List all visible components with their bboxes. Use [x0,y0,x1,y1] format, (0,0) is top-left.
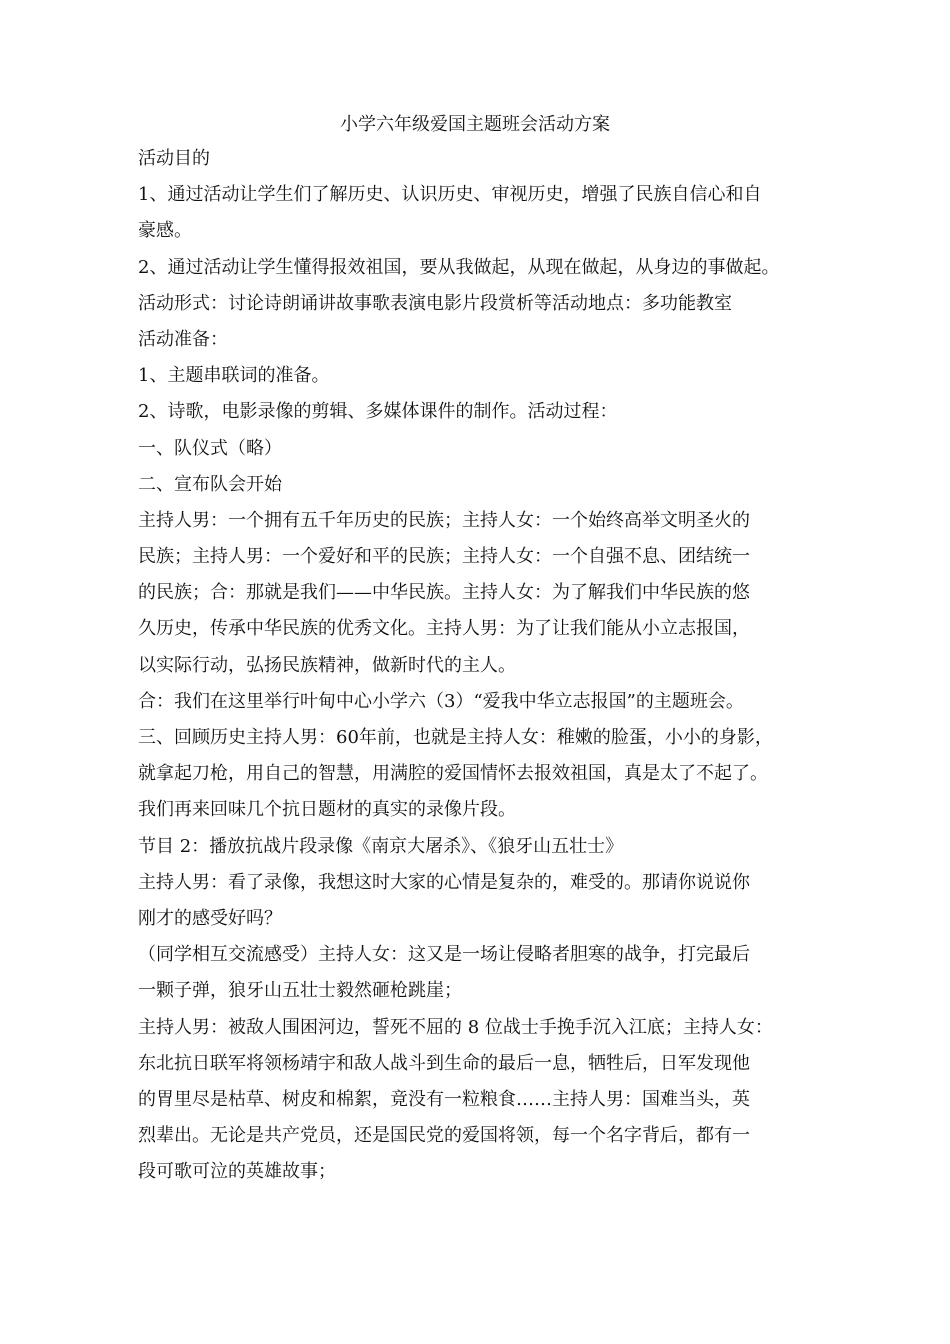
paragraph-line: 活动准备： [138,328,228,350]
document-title: 小学六年级爱国主题班会活动方案 [340,114,610,135]
paragraph-line: 1、通过活动让学生们了解历史、认识历史、审视历史，增强了民族自信心和自 [138,184,762,206]
document-body [138,146,818,1195]
paragraph-line: 以实际行动，弘扬民族精神，做新时代的主人。 [138,654,516,676]
paragraph-line: 豪感。 [138,220,192,242]
paragraph-line: 一、队仪式（略） [138,437,282,459]
paragraph-line: 1、主题串联词的准备。 [138,365,330,387]
paragraph-line: 刚才的感受好吗？ [138,907,282,929]
paragraph-line: 就拿起刀枪，用自己的智慧，用满腔的爱国情怀去报效祖国，真是太了不起了。 [138,763,768,785]
paragraph-line: 主持人男：一个拥有五千年历史的民族；主持人女：一个始终高举文明圣火的 [138,509,750,531]
paragraph-line: 民族；主持人男：一个爱好和平的民族；主持人女：一个自强不息、团结统一 [138,546,750,568]
paragraph-line: 主持人男：看了录像，我想这时大家的心情是复杂的，难受的。那请你说说你 [138,871,750,893]
paragraph-line: 烈辈出。无论是共产党员，还是国民党的爱国将领，每一个名字背后，都有一 [138,1125,750,1147]
paragraph-line: 的胃里尽是枯草、树皮和棉絮，竟没有一粒粮食……主持人男：国难当头，英 [138,1088,750,1110]
paragraph-line: 我们再来回味几个抗日题材的真实的录像片段。 [138,799,516,821]
paragraph-line: 久历史，传承中华民族的优秀文化。主持人男：为了让我们能从小立志报国， [138,618,750,640]
paragraph-line: 主持人男：被敌人围困河边，誓死不屈的 8 位战士手挽手沉入江底；主持人女： [138,1016,773,1038]
paragraph-line: 的民族；合：那就是我们——中华民族。主持人女：为了解我们中华民族的悠 [138,582,750,604]
paragraph-line: 活动形式：讨论诗朗诵讲故事歌表演电影片段赏析等活动地点：多功能教室 [138,292,732,314]
paragraph-line: 三、回顾历史主持人男：60年前，也就是主持人女：稚嫩的脸蛋，小小的身影， [138,727,773,748]
paragraph-line: 合：我们在这里举行叶甸中心小学六（3）“爱我中华立志报国”的主题班会。 [138,690,744,712]
paragraph-line: （同学相互交流感受）主持人女：这又是一场让侵略者胆寒的战争，打完最后 [138,944,750,966]
paragraph-line: 东北抗日联军将领杨靖宇和敌人战斗到生命的最后一息，牺牲后，日军发现他 [138,1052,750,1074]
paragraph-line: 2、诗歌，电影录像的剪辑、多媒体课件的制作。活动过程： [138,401,618,423]
paragraph-line: 节目 2：播放抗战片段录像《南京大屠杀》、《狼牙山五壮士》 [138,835,624,857]
paragraph-line: 活动目的 [138,148,210,169]
paragraph-line: 2、通过活动让学生懂得报效祖国，要从我做起，从现在做起，从身边的事做起。 [138,256,780,278]
paragraph-line: 段可歌可泣的英雄故事； [138,1161,336,1183]
paragraph-line: 一颗子弹，狼牙山五壮士毅然砸枪跳崖； [138,980,462,1002]
paragraph-line: 二、宣布队会开始 [138,473,282,495]
